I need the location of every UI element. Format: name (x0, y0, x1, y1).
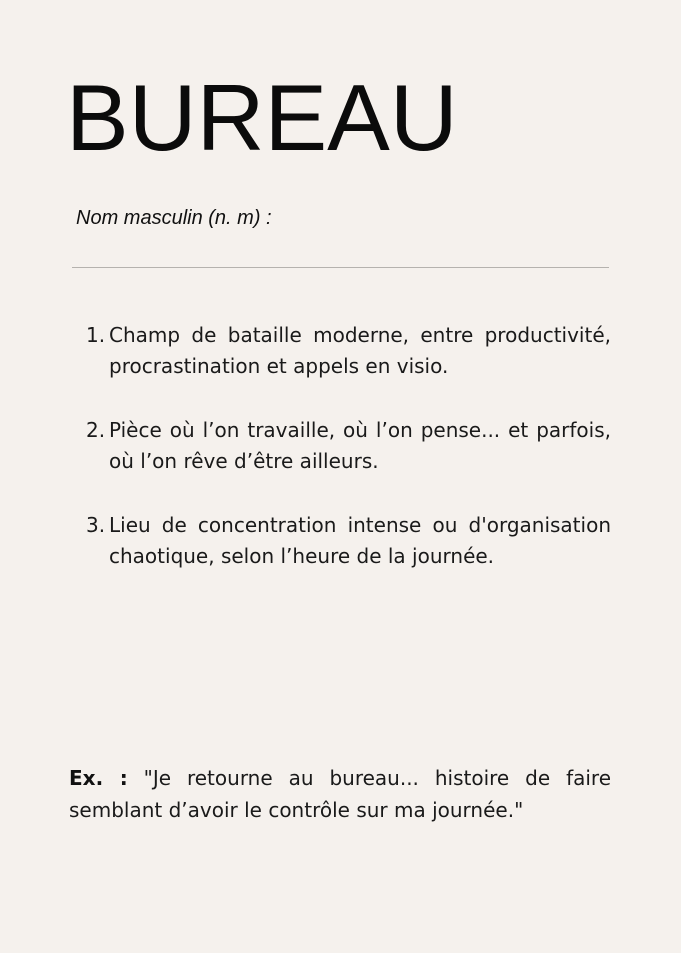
part-of-speech: Nom masculin (n. m) : (76, 207, 272, 229)
example-label: Ex. : (69, 766, 128, 790)
entry-word: BUREAU (66, 65, 458, 170)
definition-text: Pièce où l’on travaille, où l’on pense... et parfois, où l’on rêve d’être ailleurs. (109, 418, 611, 473)
definition-number: 3. (86, 513, 106, 537)
definition-item (86, 320, 611, 382)
definition-text: Lieu de concentration intense ou d'organisation chaotique, selon l’heure de la journée. (109, 513, 611, 568)
definition-number: 2. (86, 418, 106, 442)
definition-list (86, 320, 611, 605)
definition-item (86, 510, 611, 572)
definition-text: Champ de bataille moderne, entre productivité, procrastination et appels en visio. (109, 323, 611, 378)
definition-number: 1. (86, 323, 106, 347)
example-text: "Je retourne au bureau... histoire de faire semblant d’avoir le contrôle sur ma journée." (69, 766, 612, 822)
section-divider (72, 267, 609, 268)
usage-example (69, 762, 611, 826)
definition-item (86, 415, 611, 477)
